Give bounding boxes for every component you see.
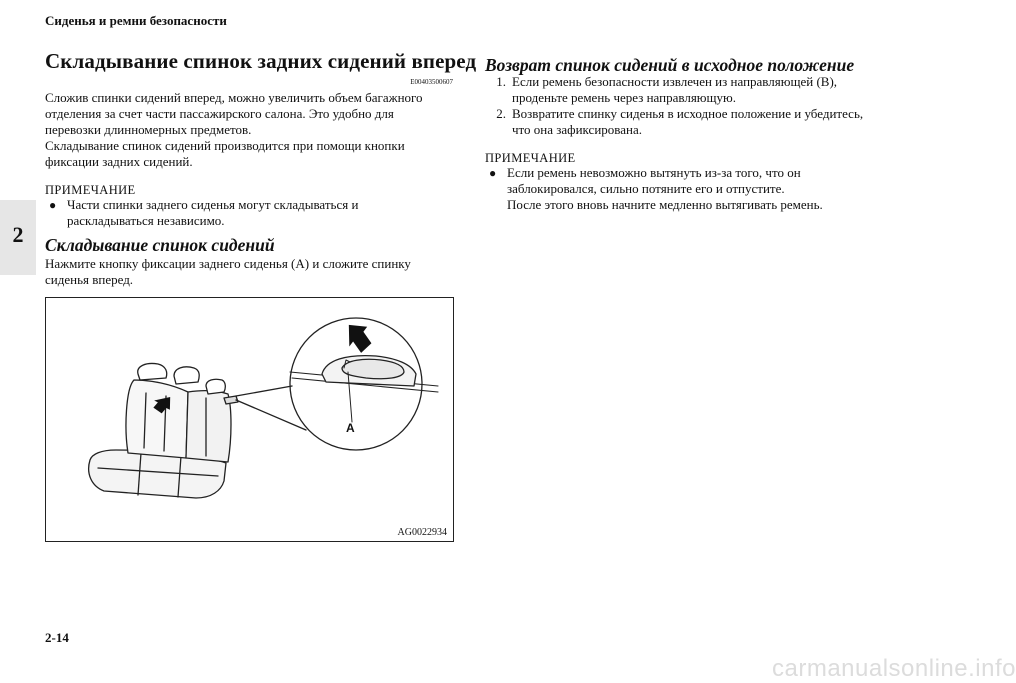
note-line: Части спинки заднего сиденья могут складываться и [67, 197, 359, 212]
note-line: После этого вновь начните медленно вытягивать ремень. [507, 197, 823, 212]
list-item [485, 106, 925, 138]
intro-line: Складывание спинок сидений производится при помощи кнопки [45, 138, 405, 153]
sub-line: сиденья вперед. [45, 272, 134, 287]
page-number: 2-14 [45, 630, 69, 645]
intro-line: Сложив спинки сидений вперед, можно увеличить объем багажного [45, 90, 423, 105]
note-label-left: ПРИМЕЧАНИЕ [45, 183, 136, 197]
step-line: проденьте ремень через направляющую. [512, 90, 736, 105]
note-bullet-left [45, 197, 460, 229]
note-line: заблокировался, сильно потяните его и отпустите. [507, 181, 785, 196]
steps-list [485, 74, 925, 138]
bullet-icon: ● [489, 166, 497, 180]
section-title-folding: Складывание спинок задних сидений вперед [45, 49, 477, 73]
section-title-return: Возврат спинок сидений в исходное положение [485, 55, 855, 75]
figure-code: AG0022934 [397, 527, 447, 538]
subsection-title-folding: Складывание спинок сидений [45, 235, 275, 255]
intro-line: фиксации задних сидений. [45, 154, 193, 169]
intro-line: отделения за счет части пассажирского салона. Это удобно для [45, 106, 394, 121]
intro-line: перевозки длинномерных предметов. [45, 122, 252, 137]
step-number: 1. [496, 74, 506, 89]
seat-illustration [45, 297, 454, 542]
callout-label: A [346, 421, 355, 435]
step-line: Если ремень безопасности извлечен из направляющей (B), [512, 74, 838, 89]
watermark: carmanualsonline.info [772, 655, 1016, 682]
subsection-text [45, 256, 460, 288]
intro-paragraph [45, 90, 460, 170]
step-line: что она зафиксирована. [512, 122, 642, 137]
bullet-icon: ● [49, 198, 57, 212]
note-label-right: ПРИМЕЧАНИЕ [485, 151, 576, 165]
running-head: Сиденья и ремни безопасности [45, 13, 227, 28]
step-number: 2. [496, 106, 506, 121]
chapter-tab-number: 2 [12, 222, 24, 247]
note-line: Если ремень невозможно вытянуть из-за того, что он [507, 165, 801, 180]
rear-seat-drawing [46, 298, 453, 541]
sub-line: Нажмите кнопку фиксации заднего сиденья (A) и сложите спинку [45, 256, 411, 271]
note-bullet-right [485, 165, 925, 213]
step-line: Возвратите спинку сиденья в исходное положение и убедитесь, [512, 106, 864, 121]
note-line: раскладываться независимо. [67, 213, 225, 228]
list-item [485, 74, 925, 106]
section-code: E00403500607 [410, 78, 453, 86]
